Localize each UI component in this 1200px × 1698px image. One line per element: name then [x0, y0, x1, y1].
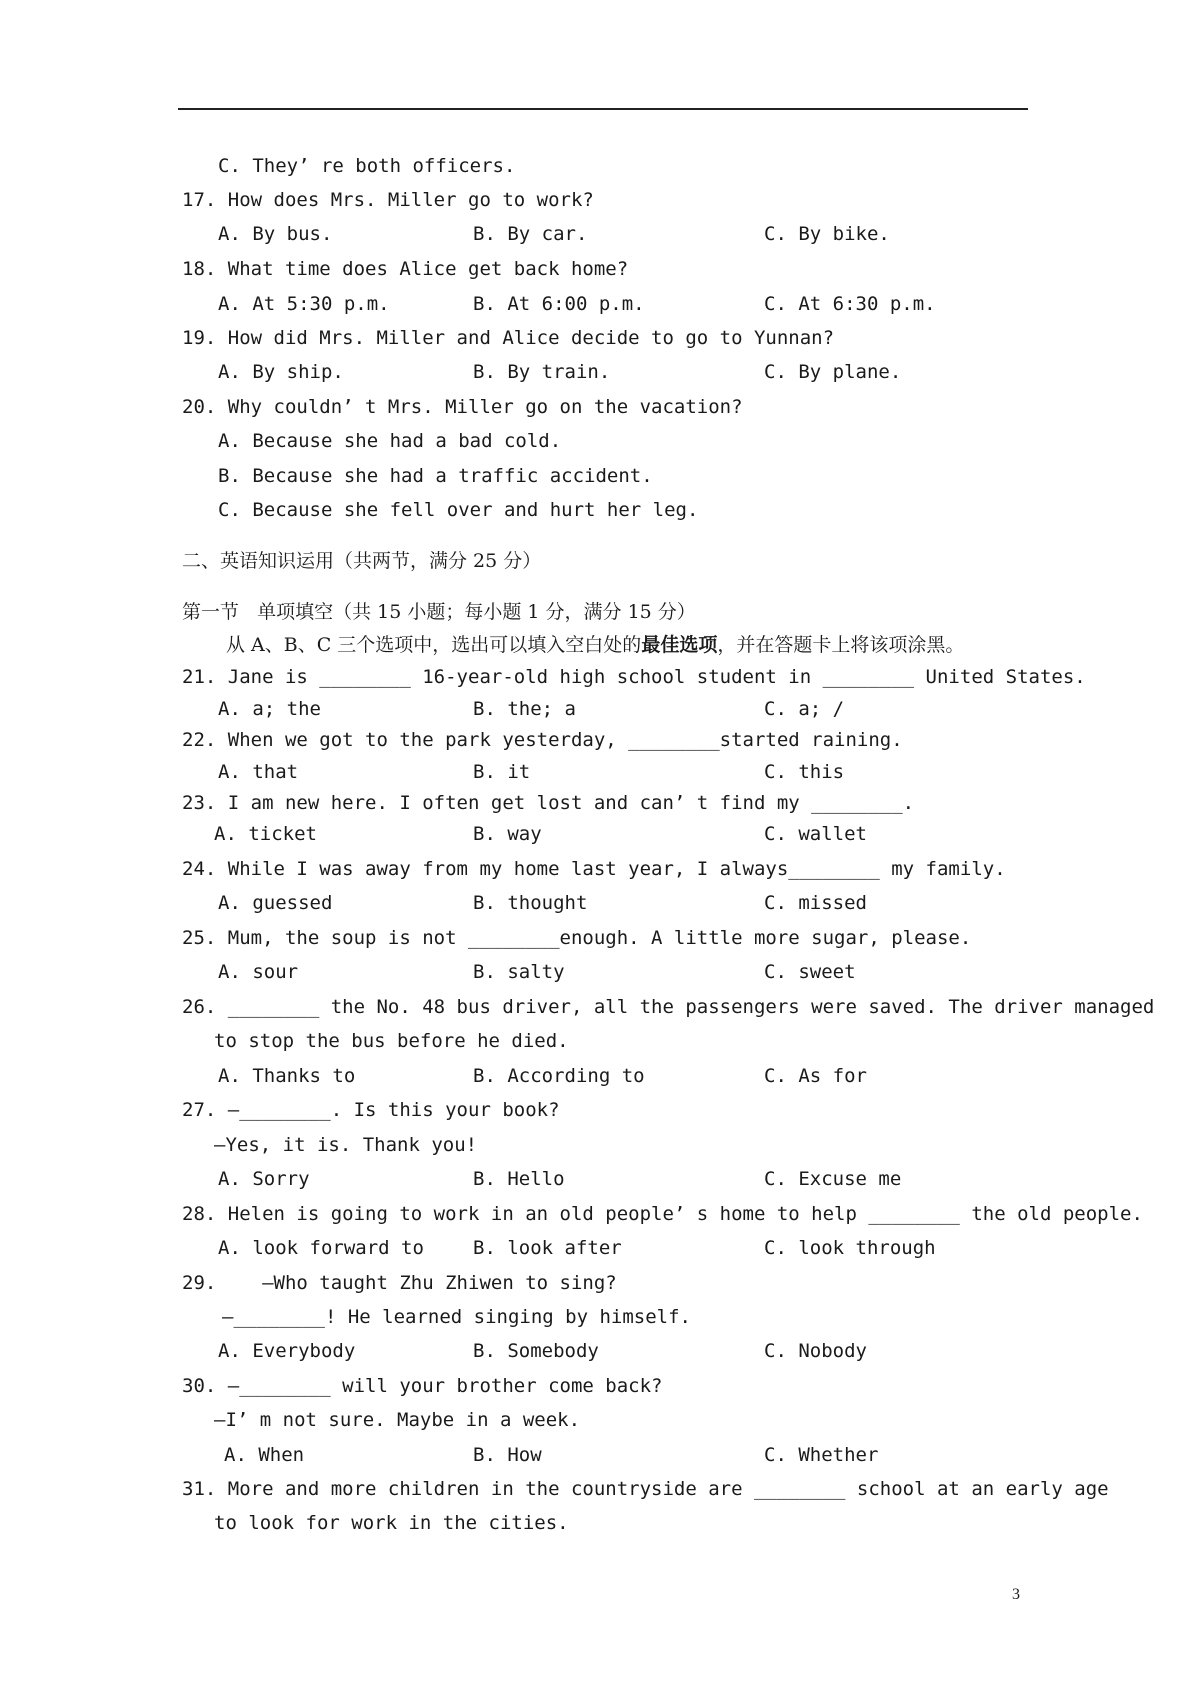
- q23-option-a: A. ticket: [214, 823, 317, 845]
- q29-option-a: A. Everybody: [218, 1340, 356, 1362]
- part-title: 第一节 单项填空（共 15 小题；每小题 1 分，满分 15 分）: [182, 601, 696, 623]
- q20-option-c: C. Because she fell over and hurt her leg.: [218, 499, 699, 521]
- instructions: 从 A、B、C 三个选项中，选出可以填入空白处的最佳选项，并在答题卡上将该项涂黑。: [226, 634, 965, 656]
- q18-option-c: C. At 6:30 p.m.: [764, 293, 936, 315]
- q20-option-a: A. Because she had a bad cold.: [218, 430, 562, 452]
- q29-option-c: C. Nobody: [764, 1340, 867, 1362]
- q18-option-a: A. At 5:30 p.m.: [218, 293, 390, 315]
- page-number: 3: [1012, 1586, 1020, 1603]
- q23-option-b: B. way: [473, 823, 542, 845]
- q21-option-a: A. a; the: [218, 698, 321, 720]
- q24-option-c: C. missed: [764, 892, 867, 914]
- q29-reply: —________! He learned singing by himself.: [222, 1306, 691, 1328]
- q27-reply: —Yes, it is. Thank you!: [214, 1134, 478, 1156]
- q25-stem: 25. Mum, the soup is not ________enough. A little more sugar, please.: [182, 927, 972, 949]
- q26-stem-cont: to stop the bus before he died.: [214, 1030, 569, 1052]
- q31-stem-cont: to look for work in the cities.: [214, 1512, 569, 1534]
- q17-stem: 17. How does Mrs. Miller go to work?: [182, 189, 594, 211]
- q19-option-a: A. By ship.: [218, 361, 344, 383]
- q23-option-c: C. wallet: [764, 823, 867, 845]
- q21-option-b: B. the; a: [473, 698, 576, 720]
- q17-option-b: B. By car.: [473, 223, 588, 245]
- q26-stem: 26. ________ the No. 48 bus driver, all the passengers were saved. The driver managed: [182, 996, 1155, 1018]
- q18-option-b: B. At 6:00 p.m.: [473, 293, 645, 315]
- q20-option-b: B. Because she had a traffic accident.: [218, 465, 653, 487]
- q19-option-b: B. By train.: [473, 361, 611, 383]
- q27-option-c: C. Excuse me: [764, 1168, 902, 1190]
- q19-option-c: C. By plane.: [764, 361, 902, 383]
- q28-option-c: C. look through: [764, 1237, 936, 1259]
- section-title: 二、英语知识运用（共两节，满分 25 分）: [182, 550, 542, 572]
- q28-option-b: B. look after: [473, 1237, 622, 1259]
- q26-option-a: A. Thanks to: [218, 1065, 356, 1087]
- q24-stem: 24. While I was away from my home last year, I always________ my family.: [182, 858, 1006, 880]
- q24-option-b: B. thought: [473, 892, 588, 914]
- header-rule: [178, 108, 1028, 110]
- q24-option-a: A. guessed: [218, 892, 333, 914]
- q29-stem: 29. —Who taught Zhu Zhiwen to sing?: [182, 1272, 617, 1294]
- q31-stem: 31. More and more children in the countryside are ________ school at an early age: [182, 1478, 1109, 1500]
- q30-stem: 30. —________ will your brother come back?: [182, 1375, 663, 1397]
- q26-option-c: C. As for: [764, 1065, 867, 1087]
- q17-option-c: C. By bike.: [764, 223, 890, 245]
- q22-option-b: B. it: [473, 761, 531, 783]
- q27-stem: 27. —________. Is this your book?: [182, 1099, 560, 1121]
- q27-option-a: A. Sorry: [218, 1168, 310, 1190]
- q23-stem: 23. I am new here. I often get lost and can’ t find my ________.: [182, 792, 915, 814]
- q17-option-a: A. By bus.: [218, 223, 333, 245]
- q16-option-c: C. They’ re both officers.: [218, 155, 516, 177]
- q21-stem: 21. Jane is ________ 16-year-old high school student in ________ United States.: [182, 666, 1086, 688]
- q30-option-b: B. How: [473, 1444, 542, 1466]
- q21-option-c: C. a; /: [764, 698, 845, 720]
- q18-stem: 18. What time does Alice get back home?: [182, 258, 629, 280]
- q30-option-a: A. When: [224, 1444, 305, 1466]
- q22-option-a: A. that: [218, 761, 299, 783]
- q28-option-a: A. look forward to: [218, 1237, 424, 1259]
- q22-stem: 22. When we got to the park yesterday, ________started raining.: [182, 729, 903, 751]
- q19-stem: 19. How did Mrs. Miller and Alice decide to go to Yunnan?: [182, 327, 835, 349]
- q20-stem: 20. Why couldn’ t Mrs. Miller go on the vacation?: [182, 396, 743, 418]
- q25-option-a: A. sour: [218, 961, 299, 983]
- q26-option-b: B. According to: [473, 1065, 645, 1087]
- q30-option-c: C. Whether: [764, 1444, 879, 1466]
- q29-option-b: B. Somebody: [473, 1340, 599, 1362]
- q28-stem: 28. Helen is going to work in an old people’ s home to help ________ the old people.: [182, 1203, 1143, 1225]
- q27-option-b: B. Hello: [473, 1168, 565, 1190]
- q22-option-c: C. this: [764, 761, 845, 783]
- q30-reply: —I’ m not sure. Maybe in a week.: [214, 1409, 581, 1431]
- q25-option-b: B. salty: [473, 961, 565, 983]
- q25-option-c: C. sweet: [764, 961, 856, 983]
